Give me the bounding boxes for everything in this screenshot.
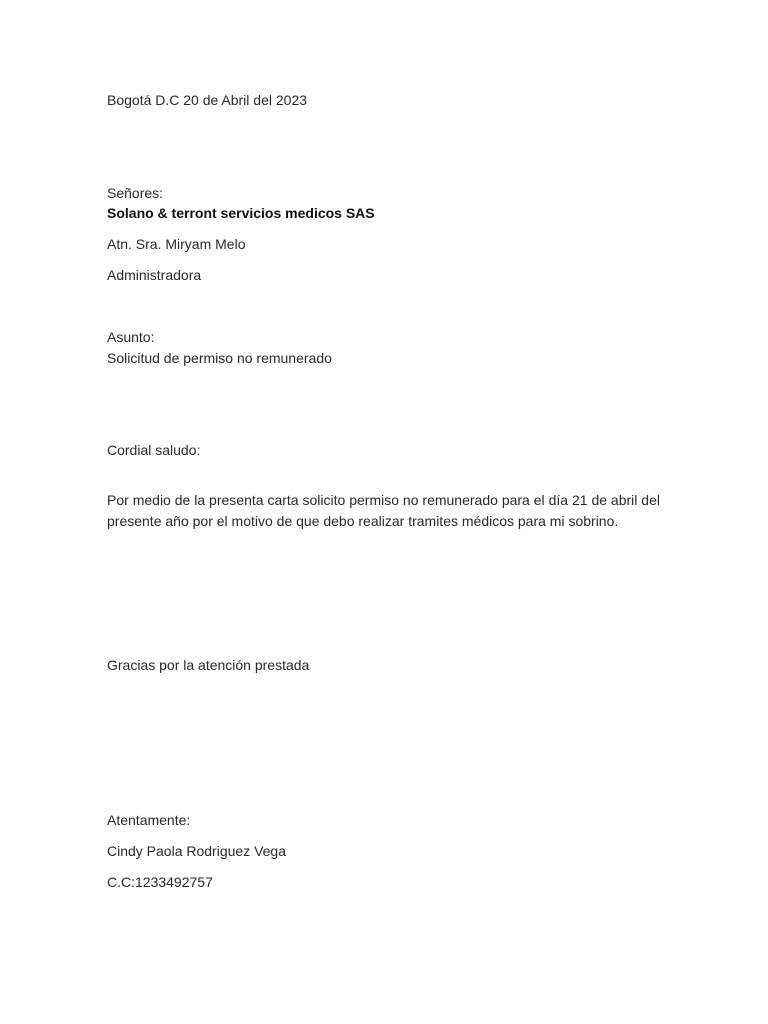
recipient-attention: Atn. Sra. Miryam Melo xyxy=(107,236,246,252)
subject-text: Solicitud de permiso no remunerado xyxy=(107,350,332,366)
subject-label: Asunto: xyxy=(107,329,155,345)
recipient-company: Solano & terront servicios medicos SAS xyxy=(107,205,375,221)
closing: Atentamente: xyxy=(107,812,191,828)
recipient-greeting: Señores: xyxy=(107,185,164,201)
date-line: Bogotá D.C 20 de Abril del 2023 xyxy=(107,92,308,108)
recipient-role: Administradora xyxy=(107,267,202,283)
thanks-line: Gracias por la atención prestada xyxy=(107,657,310,673)
signer-name: Cindy Paola Rodriguez Vega xyxy=(107,843,287,859)
salutation: Cordial saludo: xyxy=(107,442,201,458)
signer-id: C.C:1233492757 xyxy=(107,874,213,890)
body-paragraph: Por medio de la presenta carta solicito permiso no remunerado para el día 21 de abril del presente año por el motivo de que debo realizar tramites médicos para mi sobrino. xyxy=(107,492,660,529)
